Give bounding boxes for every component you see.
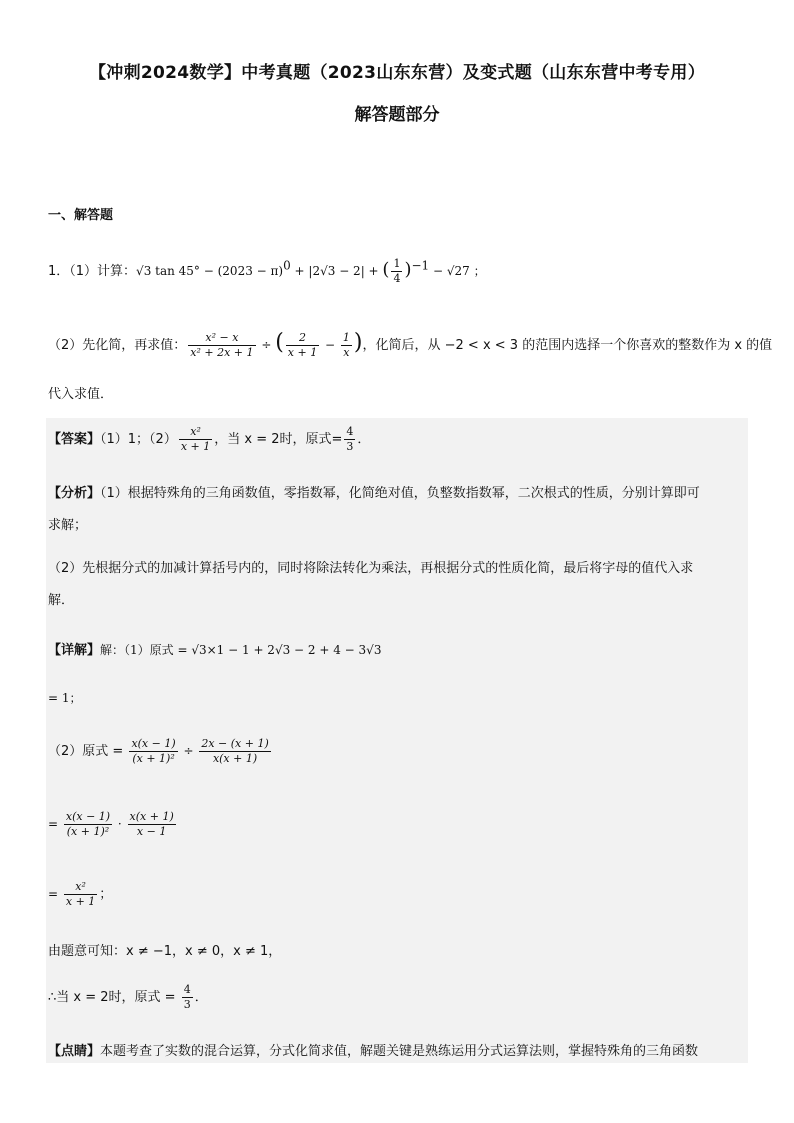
comment-label: 【点睛】 — [48, 1044, 101, 1059]
comment-text: 本题考查了实数的混合运算，分式化简求值，解题关键是熟练运用分式运算法则，掌握特殊角的三角函数 — [100, 1044, 699, 1059]
analysis-line-1 — [48, 482, 700, 501]
step7-text: ∴当 x = 2时，原式 = — [48, 990, 180, 1005]
answer-mid: ，当 x = 2时，原式= — [214, 432, 343, 447]
q1-expr-a: √3 tan 45° − (2023 − π) — [136, 264, 284, 278]
section-heading: 一、解答题 — [48, 208, 114, 223]
step3-divide: ÷ — [179, 744, 198, 758]
answer-block — [48, 425, 370, 454]
detail-step-4 — [48, 810, 178, 839]
question-1-part-2: （2）先化简，再求值： $\frac{\text{x² − x}}{\text{x² + 2x + 1}}$ ÷ ( $\frac{2}{x + 1}$ − $\frac{1}{x}$ )，化简后，从 −2 < x < 3 的范围内选择一个你喜欢的整数作为 x 的值 — [48, 330, 773, 359]
analysis-text-1: （1）根据特殊角的三角函数值，零指数幂，化简绝对值，负整数指数幂，二次根式的性质，分别计算即可 — [100, 486, 700, 501]
q2-label: （2）先化简，再求值： — [48, 338, 187, 353]
q2-text: ，化简后，从 −2 < x < 3 的范围内选择一个你喜欢的整数作为 x 的值 — [362, 338, 773, 353]
analysis-line-2: 求解； — [48, 518, 88, 533]
q2-minus: − — [321, 338, 339, 352]
detail-step-1 — [48, 639, 381, 658]
answer-part1: （1）1；（2） — [100, 432, 177, 447]
answer-end: ． — [357, 432, 371, 447]
q1-label: 1．（1）计算： — [48, 264, 137, 279]
q2-fraction-1: $\frac{\text{x² − x}}{\text{x² + 2x + 1}}$ — [190, 331, 254, 359]
q2-text-line-2: 代入求值． — [48, 387, 114, 402]
step3-label: （2）原式 = — [48, 744, 128, 759]
q1-sup-zero: 0 — [283, 258, 291, 273]
step5-end: ； — [99, 887, 113, 902]
detail-label: 【详解】 — [48, 643, 101, 658]
comment-line — [48, 1040, 698, 1059]
detail-step-2: = 1； — [48, 691, 82, 705]
detail-step-3 — [48, 737, 273, 766]
analysis-line-4: 解． — [48, 593, 75, 608]
step7-end: ． — [194, 990, 208, 1005]
step4-fraction-1: $\frac{x(x - 1)}{\text{(x + 1)²}}$ — [65, 810, 111, 838]
q1-fraction: $\frac{1}{4}$ — [393, 257, 401, 285]
answer-value: $\frac{4}{3}$ — [346, 425, 354, 453]
detail-step-6: 由题意可知：x ≠ −1，x ≠ 0，x ≠ 1， — [48, 944, 282, 959]
q1-sup-neg: −1 — [411, 258, 430, 273]
q2-fraction-3: $\frac{1}{x}$ — [342, 331, 350, 359]
step3-fraction-2: $\frac{2x - (x + 1)}{x(x + 1)}$ — [201, 737, 269, 765]
q1-expr-c: − √27 ； — [429, 264, 486, 278]
answer-label: 【答案】 — [48, 432, 101, 447]
step7-fraction: $\frac{4}{3}$ — [183, 983, 191, 1011]
step4-eq: = — [48, 817, 62, 831]
step3-fraction-1: $\frac{x(x - 1)}{\text{(x + 1)²}}$ — [131, 737, 176, 765]
analysis-label: 【分析】 — [48, 486, 101, 501]
step5-fraction: $\frac{\text{x²}}{x + 1}$ — [65, 880, 96, 908]
analysis-line-3: （2）先根据分式的加减计算括号内的，同时将除法转化为乘法，再根据分式的性质化简，最后将字母的值代入求 — [48, 561, 694, 576]
answer-fraction: $\frac{\text{x²}}{x + 1}$ — [180, 425, 211, 453]
q1-expr-b: + |2√3 − 2| + — [290, 264, 383, 278]
step4-fraction-2: $\frac{x(x + 1)}{x - 1}$ — [129, 810, 174, 838]
question-1-part-1: 1．（1）计算：√3 $\tan 45^\circ - (2023 - \pi)^0 + |2√3 - 2|$ + ( $\frac{1}{4}$ )$^{-1}$ − √27 ； — [48, 257, 486, 285]
q2-fraction-2: $\frac{2}{x + 1}$ — [287, 331, 318, 359]
detail-step-5 — [48, 880, 112, 909]
detail-step1-text: 解：（1）原式 = √3×1 − 1 + 2√3 − 2 + 4 − 3√3 — [100, 643, 382, 657]
detail-step-7 — [48, 983, 208, 1012]
q2-divide: ÷ — [257, 338, 276, 352]
page-subtitle: 解答题部分 — [354, 105, 440, 125]
page-title: 【冲刺2024数学】中考真题（2023山东东营）及变式题（山东东营中考专用） — [88, 63, 706, 83]
step5-eq: = — [48, 887, 62, 901]
step4-dot: · — [114, 817, 126, 831]
